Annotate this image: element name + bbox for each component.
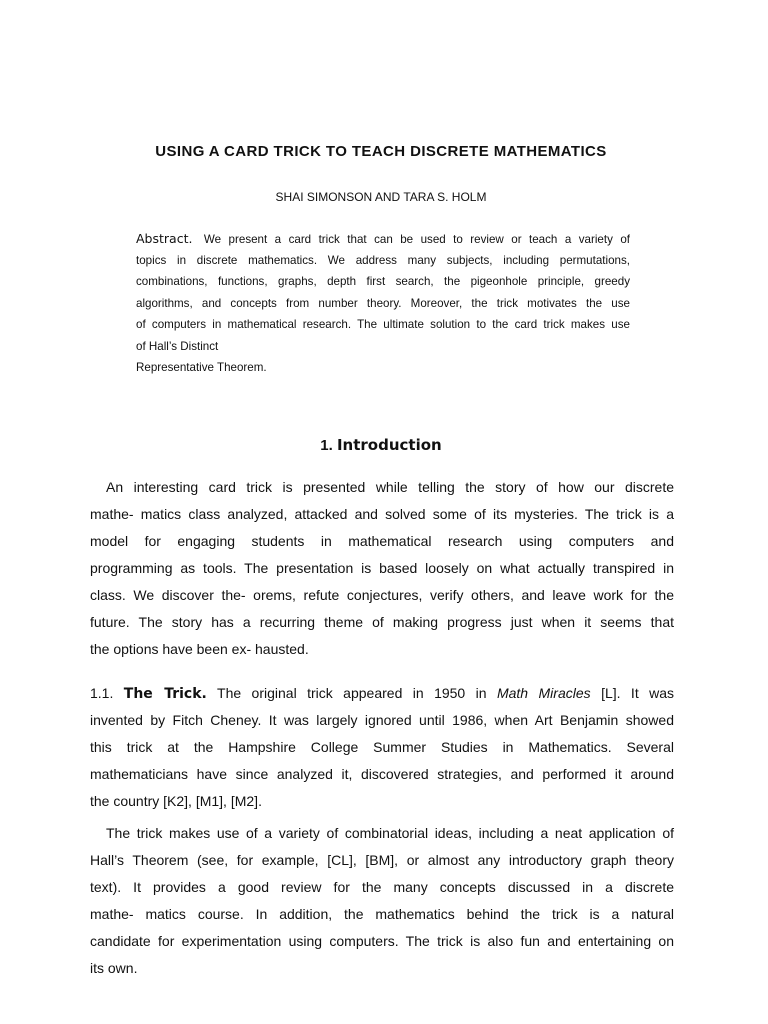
paragraph-line: the options have been ex- hausted. bbox=[90, 641, 309, 657]
paragraph-line: this trick at the Hampshire College Summer Studies in Mathematics. Several bbox=[90, 739, 674, 755]
paper-title: USING A CARD TRICK TO TEACH DISCRETE MATHEMATICS bbox=[155, 143, 607, 160]
paragraph-line: class. We discover the- orems, refute conjectures, verify others, and leave work for the bbox=[90, 587, 674, 603]
subsection-name: The Trick. bbox=[123, 686, 207, 702]
paragraph-line: programming as tools. The presentation is based loosely on what actually transpired in bbox=[90, 560, 674, 576]
abstract-line: algorithms, and concepts from number theory. Moreover, the trick motivates the use bbox=[136, 296, 630, 310]
paragraph-line: Hall’s Theorem (see, for example, [CL], [BM], or almost any introductory graph theory bbox=[90, 852, 674, 868]
abstract-line: of computers in mathematical research. The ultimate solution to the card trick makes use bbox=[136, 318, 630, 331]
section-name: Introduction bbox=[336, 436, 442, 454]
paragraph-line: mathe- matics course. In addition, the mathematics behind the trick is a natural bbox=[90, 906, 674, 922]
abstract-line-text: We present a card trick that can be used to review or teach a variety of bbox=[203, 233, 631, 246]
section-heading bbox=[0, 436, 762, 454]
author-line: SHAI SIMONSON AND TARA S. HOLM bbox=[275, 190, 487, 204]
abstract-block bbox=[136, 228, 630, 379]
subsection-number: 1.1. bbox=[90, 685, 114, 701]
paragraph-line: The trick makes use of a variety of combinatorial ideas, including a neat application of bbox=[106, 825, 674, 841]
subsection-text: The original trick appeared in 1950 in bbox=[217, 685, 487, 701]
paragraph-line: its own. bbox=[90, 960, 138, 976]
abstract-label: Abstract. bbox=[136, 231, 193, 246]
abstract-line: of Hall’s Distinct bbox=[136, 339, 219, 353]
abstract-line: Representative Theorem. bbox=[136, 361, 267, 374]
paragraph-line: mathe- matics class analyzed, attacked and solved some of its mysteries. The trick is a bbox=[90, 506, 674, 522]
paragraph-line: mathematicians have since analyzed it, discovered strategies, and performed it around bbox=[90, 766, 674, 782]
paragraph-line: invented by Fitch Cheney. It was largely ignored until 1986, when Art Benjamin showed bbox=[90, 712, 674, 728]
paragraph-line: future. The story has a recurring theme of making progress just when it seems that bbox=[90, 614, 674, 630]
subsection-text: [L]. It was bbox=[601, 685, 675, 701]
paragraph-line: model for engaging students in mathematical research using computers and bbox=[90, 533, 674, 549]
book-title: Math Miracles bbox=[496, 685, 591, 701]
paragraph-line: An interesting card trick is presented while telling the story of how our discrete bbox=[106, 479, 674, 495]
trick-paragraph bbox=[90, 820, 674, 982]
abstract-line: topics in discrete mathematics. We address many subjects, including permutations, bbox=[136, 253, 630, 267]
paragraph-line bbox=[90, 680, 674, 707]
abstract-line: combinations, functions, graphs, depth first search, the pigeonhole principle, greedy bbox=[136, 275, 630, 288]
paragraph-line: candidate for experimentation using computers. The trick is also fun and entertaining on bbox=[90, 933, 674, 949]
subsection-trick-paragraph bbox=[90, 680, 674, 815]
section-number: 1. bbox=[320, 437, 333, 454]
paragraph-line: the country [K2], [M1], [M2]. bbox=[90, 793, 262, 809]
abstract-line bbox=[136, 228, 630, 250]
intro-paragraph bbox=[90, 474, 674, 663]
paragraph-line: text). It provides a good review for the many concepts discussed in a discrete bbox=[90, 879, 674, 895]
